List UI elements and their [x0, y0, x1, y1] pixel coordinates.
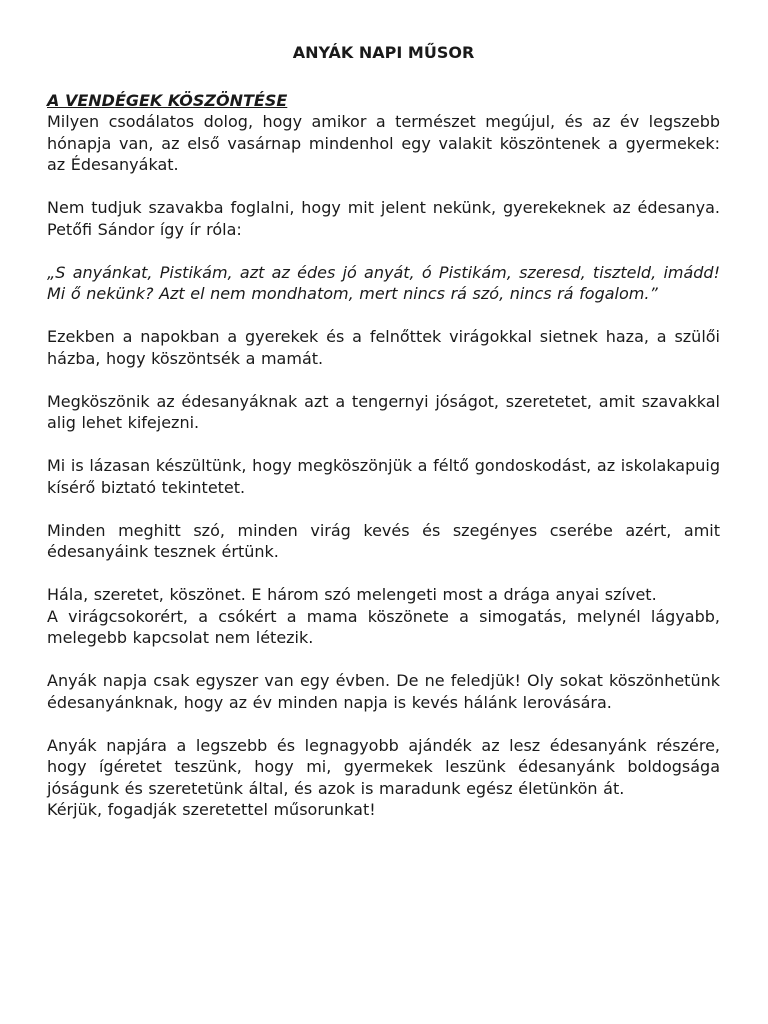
paragraph-petofi-intro: Nem tudjuk szavakba foglalni, hogy mit jelent nekünk, gyerekeknek az édesanya. Petőfi Sándor így ír róla: [47, 198, 720, 239]
paragraph-gratitude: Hála, szeretet, köszönet. E három szó melengeti most a drága anyai szívet. [47, 585, 657, 604]
paragraph-intro: Milyen csodálatos dolog, hogy amikor a természet megújul, és az év legszebb hónapja van, az első vasárnap mindenhol egy valakit köszöntenek a gyermekek: az Édesanyákat. [47, 112, 720, 174]
paragraph-flowers: Ezekben a napokban a gyerekek és a felnőttek virágokkal sietnek haza, a szülői házba, hogy köszöntsék a mamát. [47, 327, 720, 368]
paragraph-bouquet: A virágcsokorért, a csókért a mama köszönete a simogatás, melynél lágyabb, melegebb kapcsolat nem létezik. [47, 606, 720, 647]
section-heading: A VENDÉGEK KÖSZÖNTÉSE [47, 90, 288, 110]
paragraph-thanks: Megköszönik az édesanyáknak azt a tengernyi jóságot, szeretetet, amit szavakkal alig lehet kifejezni. [47, 391, 720, 432]
paragraph-preparation: Mi is lázasan készültünk, hogy megköszönjük a féltő gondoskodást, az iskolakapuig kísérő biztató tekintetet. [47, 456, 720, 497]
paragraph-once-a-year: Anyák napja csak egyszer van egy évben. De ne feledjük! Oly sokat köszönhetünk édesanyánknak, hogy az év minden napja is kevés hálánk lerovására. [47, 671, 720, 712]
document-title: ANYÁK NAPI MŰSOR [292, 43, 475, 62]
document-page [47, 38, 720, 821]
paragraph-words: Minden meghitt szó, minden virág kevés és szegényes cserébe azért, amit édesanyáink tesznek értünk. [47, 520, 720, 561]
paragraph-closing: Kérjük, fogadják szeretettel műsorunkat! [47, 800, 376, 819]
paragraph-quote: „S anyánkat, Pistikám, azt az édes jó anyát, ó Pistikám, szeresd, tiszteld, imádd! Mi ő nekünk? Azt el nem mondhatom, mert nincs rá szó, nincs rá fogalom.” [47, 262, 720, 303]
paragraph-gift: Anyák napjára a legszebb és legnagyobb ajándék az lesz édesanyánk részére, hogy ígéretet teszünk, hogy mi, gyermekek leszünk édesanyánk boldogsága jóságunk és szeretetünk által, és azok is maradunk egész életünkön át. [47, 735, 720, 798]
